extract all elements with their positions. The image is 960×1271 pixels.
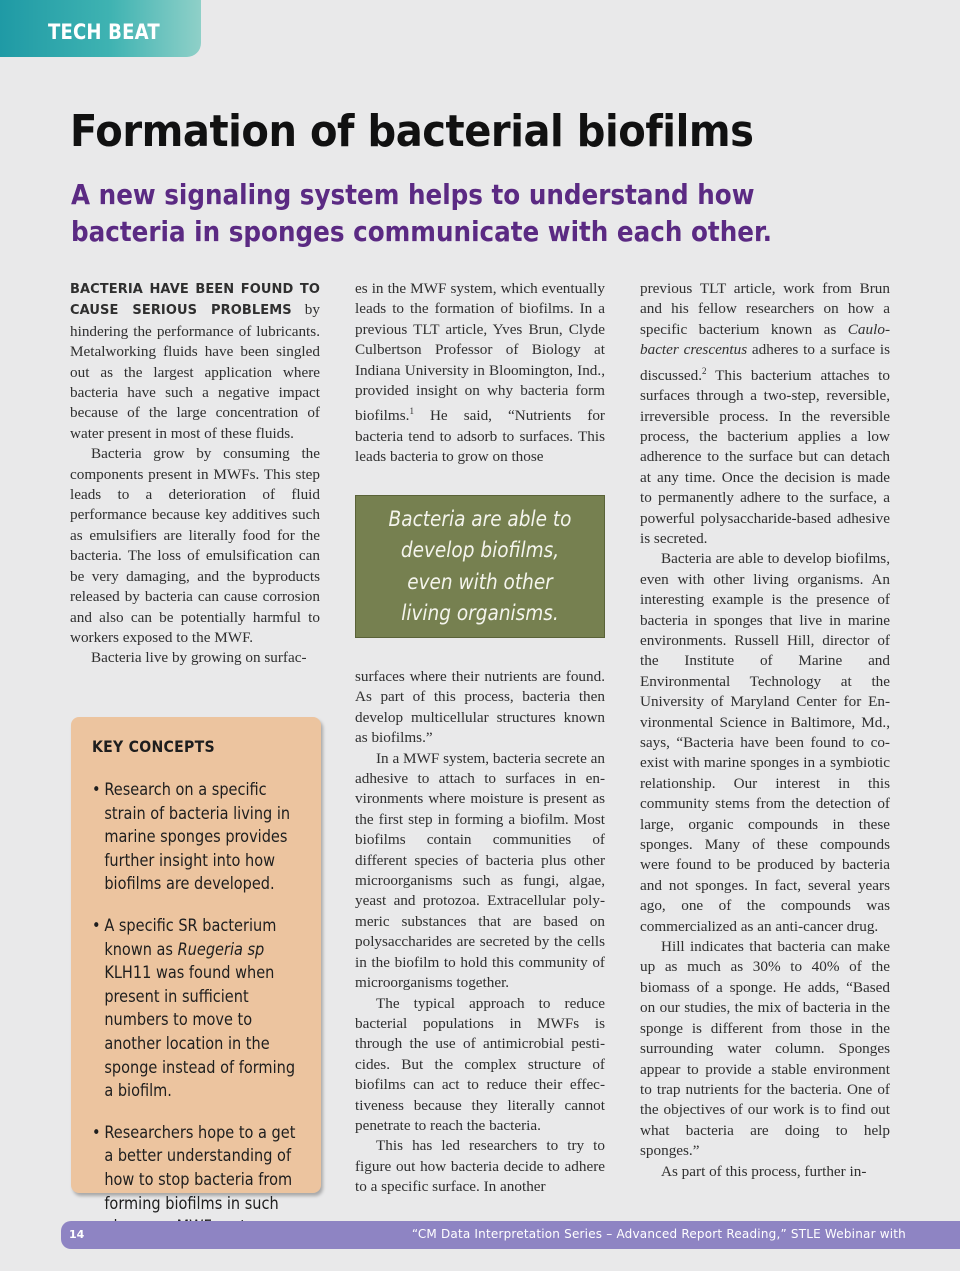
article-subtitle: A new signaling system helps to understand how bacteria in sponges communicate with each other.: [71, 178, 772, 248]
key-concepts-box: [71, 717, 321, 1213]
key-concept-item: • Researchers hope to a get a better understanding of how to stop bacteria from forming biofilms in such: [92, 1121, 303, 1239]
column-2-top: [355, 279, 605, 468]
section-tab: [0, 0, 201, 57]
key-concept-item: [92, 914, 303, 1103]
paragraph-text: adheres to a surface is discussed.: [640, 341, 891, 384]
footer-bar: [61, 1221, 960, 1249]
paragraph: [355, 279, 605, 468]
paragraph: Hill indicates that bacteria can make up as much as 30% to 40% of the biomass of a sponge. He adds, “Based on our studies, the mix of bacteria in the sponge is different from those in the surrounding water column. Sponges appear to provide a stable environment to trap nutrients for the bacteria. One of the objectives of our work is to find out what bacteria are doing to help sponges.”: [640, 938, 890, 1160]
paragraph: [70, 279, 320, 444]
footnote-ref: 2: [702, 365, 707, 376]
key-concepts-title: KEY CONCEPTS: [92, 737, 215, 756]
page-number: 14: [69, 1228, 85, 1241]
paragraph: As part of this process, further in-: [661, 1162, 867, 1180]
article-title: Formation of bacterial biofilms: [70, 106, 754, 157]
paragraph-text: This bacterium attaches to surfaces through a two-step, reversible, irreversible process. In the reversible process, the bacterium applies a low adherence to the surface but can detach at any time. Once the decision is made to permanently adhere to the surface, a powerful polysaccharide-based adhesive is secreted.: [640, 366, 890, 547]
paragraph-text: es in the MWF system, which eventually leads to the formation of biofilms. In a previous TLT article, Yves Brun, Clyde Culbertson Professor of Biology at Indiana University in Bloomington, Ind., provided insight on why bacteria form biofilms.: [355, 280, 605, 425]
paragraph: Bacteria are able to develop biofilms, even with other living organisms. An interesting example is the presence of bacteria in sponges that live in marine environments. Russell Hill, director of the Institute of Marine and Environmental Technology at the University of Maryland Center for Environmental Science in Baltimore, Md., says, “Bacteria have been found to co-exist with marine sponges in a symbiotic relationship. Our interest in this community stems from the detection of large, organic compounds in these sponges. Many of these compounds were found to be produced by bacteria and not sponges. In fact, several years ago, one of the compounds was commercialized as an anti-cancer drug.: [640, 550, 890, 935]
paragraph: In a MWF system, bacteria secrete an adhesive to attach to surfaces in environments where moisture is present as the first step in forming a biofilm. Most biofilms contain communities of different species of bacteria plus other microorganisms such as fungi, algae, yeast and protozoa. Extracellular polymeric substances that are based on polysaccharides are secreted by the cells in the biofilm to hold this community of microorganisms together.: [355, 749, 605, 992]
lead-in: BACTERIA HAVE BEEN FOUND TO CAUSE SERIOUS PROBLEMS: [70, 282, 320, 319]
pull-quote: [355, 495, 605, 638]
column-3: [640, 279, 890, 1182]
species-name: Ruegeria sp: [177, 939, 265, 959]
paragraph: surfaces where their nutrients are found. As part of this process, bacteria then develop multicellular structures known as biofilms.”: [355, 668, 605, 747]
key-concept-text: A specific SR bacterium known as: [104, 915, 277, 959]
footnote-ref: 1: [409, 406, 414, 417]
paragraph-text: He said, “Nutrients for bacteria tend to adsorb to surfaces. This leads bacteria to grow on those: [355, 407, 605, 466]
paragraph-text: previous TLT article, work from Brun and his fellow researchers on how a specific bacterium known as: [640, 280, 890, 338]
paragraph: [640, 279, 890, 549]
footer-text: “CM Data Interpretation Series – Advanced Report Reading,” STLE Webinar with: [411, 1227, 906, 1241]
species-name: Caulobacter crescentus: [640, 320, 890, 359]
column-1: [70, 279, 320, 669]
column-2-bottom: [355, 667, 605, 1198]
key-concept-text: KLH11 was found when present in sufficient numbers to move to another location in the sponge instead of forming a biofilm.: [104, 963, 296, 1101]
paragraph: Bacteria live by growing on surfac-: [91, 649, 307, 667]
section-label: TECH BEAT: [48, 20, 160, 44]
key-concepts-list: [92, 778, 303, 1239]
key-concept-item: • Research on a specific strain of bacteria living in marine sponges provides further insight into how biofilms are developed.: [92, 778, 303, 896]
paragraph-text: by hindering the performance of lubricants. Metalworking fluids have been singled out as the largest application where bacteria have such a negative impact because of the large concentration of water present in most of these fluids.: [70, 301, 320, 442]
paragraph: The typical approach to reduce bacterial populations in MWFs is through the use of antimicrobial pesticides. But the complex structure of biofilms can act to reduce their effectiveness because they literally cannot penetrate to reach the bacteria.: [355, 994, 605, 1134]
pull-quote-text: Bacteria are able to develop biofilms, even with other living organisms.: [388, 506, 572, 625]
paragraph: Bacteria grow by consuming the components present in MWFs. This step leads to a deterioration of fluid performance because key additives such as emulsifiers are literally food for the bacteria. The loss of emulsification can be very damaging, and the byproducts released by bacteria can cause corrosion and also can be potentially harmful to workers exposed to the MWF.: [70, 445, 320, 646]
paragraph: This has led researchers to try to figure out how bacteria decide to adhere to a specific surface. In another: [355, 1137, 605, 1196]
